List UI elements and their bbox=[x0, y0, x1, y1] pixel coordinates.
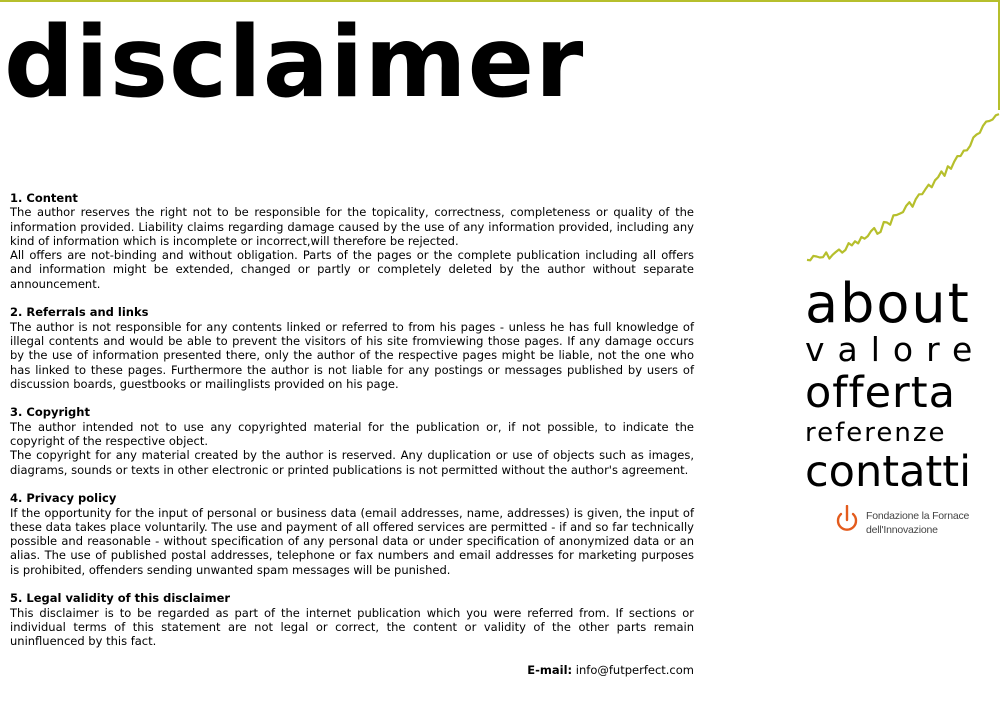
section-paragraph: The author is not responsible for any contents linked or referred to from his pages - unless he has full knowledge of illegal contents and would be able to prevent the visitors of his site fromviewing those pages. If any damage occurs by the use of information presented there, only the author of the respective pages might be liable, not the one who has linked to these pages. Furthermore the author is not liable for any postings or messages published by users of discussion boards, guestbooks or mailinglists provided on his page. bbox=[10, 319, 694, 391]
logo-line1: Fondazione la Fornace bbox=[866, 510, 970, 522]
section-heading: 4. Privacy policy bbox=[10, 491, 117, 506]
disclaimer-content bbox=[10, 191, 694, 677]
page-title: disclaimer bbox=[4, 6, 585, 120]
section-heading: 2. Referrals and links bbox=[10, 305, 149, 320]
section-heading: 5. Legal validity of this disclaimer bbox=[10, 591, 231, 606]
section-copyright bbox=[10, 405, 694, 476]
power-icon bbox=[834, 505, 860, 535]
section-heading: 1. Content bbox=[10, 191, 78, 205]
nav-offerta[interactable]: offerta bbox=[805, 368, 956, 418]
foundation-logo[interactable] bbox=[834, 505, 994, 539]
section-paragraph: If the opportunity for the input of personal or business data (email addresses, name, addresses) is given, the input of these data takes place voluntarily. The use and payment of all offered services are permitted - if and so far technically possible and reasonable - without specification of any personal data or under specification of anonymized data or an alias. The use of published postal addresses, telephone or fax numbers and email addresses for marketing purposes is prohibited, offenders sending unwanted spam messages will be punished. bbox=[10, 505, 694, 577]
nav-valore[interactable]: valore bbox=[805, 330, 986, 369]
nav-referenze[interactable]: referenze bbox=[805, 418, 947, 448]
section-paragraph: The author reserves the right not to be responsible for the topicality, correctness, completeness or quality of the information provided. Liability claims regarding damage caused by the use of any information provided, including any kind of information which is incomplete or incorrect,will therefore be rejected. bbox=[10, 205, 694, 248]
section-content bbox=[10, 191, 694, 291]
section-heading: 3. Copyright bbox=[10, 405, 90, 420]
main-nav bbox=[805, 272, 1000, 497]
nav-contatti[interactable]: contatti bbox=[805, 447, 972, 497]
logo-text bbox=[866, 509, 969, 537]
growth-line-icon bbox=[800, 100, 1000, 270]
section-paragraph: All offers are not-binding and without obligation. Parts of the pages or the complete publication including all offers and information might be extended, changed or partly or completely deleted by the author without separate announcement. bbox=[10, 248, 694, 291]
email-label: E-mail: bbox=[527, 662, 573, 677]
section-privacy-policy bbox=[10, 491, 694, 577]
email-line bbox=[10, 663, 694, 677]
email-link[interactable]: info@futperfect.com bbox=[575, 662, 694, 677]
section-legal-validity bbox=[10, 591, 694, 648]
section-referrals-links bbox=[10, 305, 694, 391]
logo-line2: dell'Innovazione bbox=[866, 524, 938, 536]
section-paragraph: The copyright for any material created by the author is reserved. Any duplication or use of objects such as images, diagrams, sounds or texts in other electronic or printed publications is not permitted without the author's agreement. bbox=[10, 448, 694, 477]
section-paragraph: This disclaimer is to be regarded as part of the internet publication which you were referred from. If sections or individual terms of this statement are not legal or correct, the content or validity of the other parts remain uninfluenced by this fact. bbox=[10, 605, 694, 649]
nav-about[interactable]: about bbox=[805, 272, 971, 335]
section-paragraph: The author intended not to use any copyrighted material for the publication or, if not possible, to indicate the copyright of the respective object. bbox=[10, 419, 694, 449]
